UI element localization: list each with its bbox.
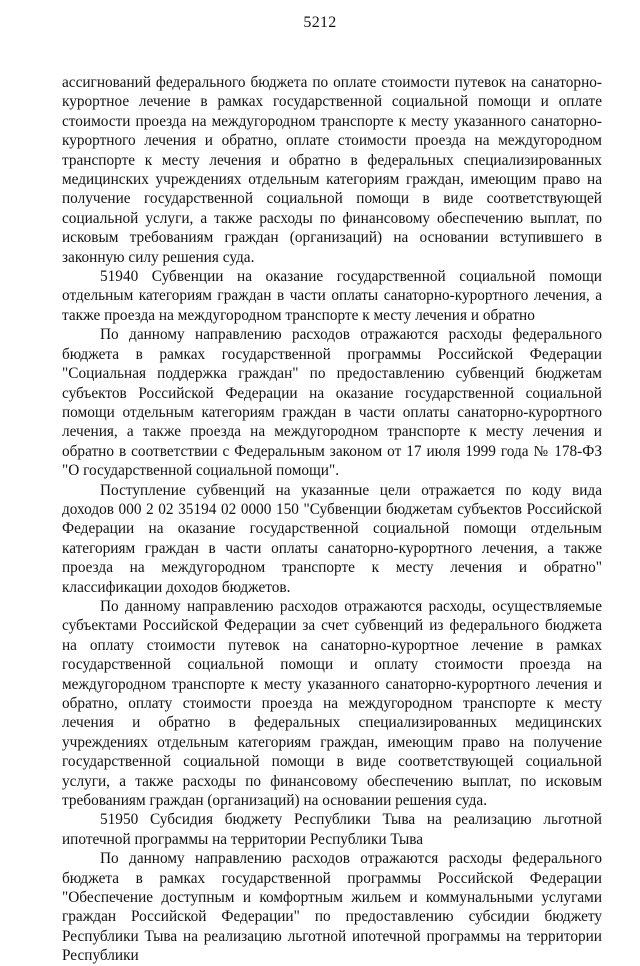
- paragraph-51940-expenses: По данному направлению расходов отражаются расходы федерального бюджета в рамках государственной программы Российской Федерации "Социальная поддержка граждан" по предоставлению субвенций бюджетам субъектов Российской Федерации на оказание государственной социальной помощи отдельным категориям граждан в части оплаты санаторно-курортного лечения, а также проезда на междугородном транспорте к месту лечения и обратно в соответствии с Федеральным законом от 17 июля 1999 года № 178-ФЗ "О государственной социальной помощи".: [62, 326, 602, 480]
- paragraph-51940-subject-expenses: По данному направлению расходов отражаются расходы, осуществляемые субъектами Российской Федерации за счет субвенций из федерального бюджета на оплату стоимости путевок на санаторно-курортное лечение в рамках государственной социальной помощи и оплату стоимости проезда на междугородном транспорте к месту указанного санаторно-курортного лечения и обратно, оплату стоимости проезда на междугородном транспорте к месту лечения и обратно в федеральных специализированных медицинских учреждениях отдельным категориям граждан, имеющим право на получение государственной социальной помощи в виде соответствующей социальной услуги, а также расходы по финансовому обеспечению выплат, по исковым требованиям граждан (организаций) на основании решения суда.: [62, 597, 602, 810]
- document-body: [62, 73, 602, 966]
- paragraph-51950-expenses: По данному направлению расходов отражаются расходы федерального бюджета в рамках государственной программы Российской Федерации "Обеспечение доступным и комфортным жильем и коммунальными услугами граждан Российской Федерации" по предоставлению субсидии бюджету Республики Тыва на реализацию льготной ипотечной программы на территории Республики: [62, 850, 602, 965]
- page-number: 5212: [303, 14, 337, 31]
- paragraph-51940-income-code: Поступление субвенций на указанные цели отражается по коду вида доходов 000 2 02 35194 02 0000 150 "Субвенции бюджетам субъектов Российской Федерации на оказание государственной социальной помощи отдельным категориям граждан в части оплаты санаторно-курортного лечения, а также проезда на междугородном транспорте к месту лечения и обратно" классификации доходов бюджетов.: [62, 481, 602, 596]
- section-heading-51950: 51950 Субсидия бюджету Республики Тыва на реализацию льготной ипотечной программы на территории Республики Тыва: [62, 811, 602, 848]
- section-heading-51940: 51940 Субвенции на оказание государственной социальной помощи отдельным категориям граждан в части оплаты санаторно-курортного лечения, а также проезда на междугородном транспорте к месту лечения и обратно: [62, 268, 602, 324]
- paragraph-continuation: ассигнований федерального бюджета по оплате стоимости путевок на санаторно-курортное лечение в рамках государственной социальной помощи и оплате стоимости проезда на междугородном транспорте к месту указанного санаторно-курортного лечения и обратно, оплате стоимости проезда на междугородном транспорте к месту лечения и обратно в федеральных специализированных медицинских учреждениях отдельным категориям граждан, имеющим право на получение государственной социальной помощи в виде соответствующей социальной услуги, а также расходы по финансовому обеспечению выплат, по исковым требованиям граждан (организаций) на основании вступившего в законную силу решения суда.: [62, 74, 602, 266]
